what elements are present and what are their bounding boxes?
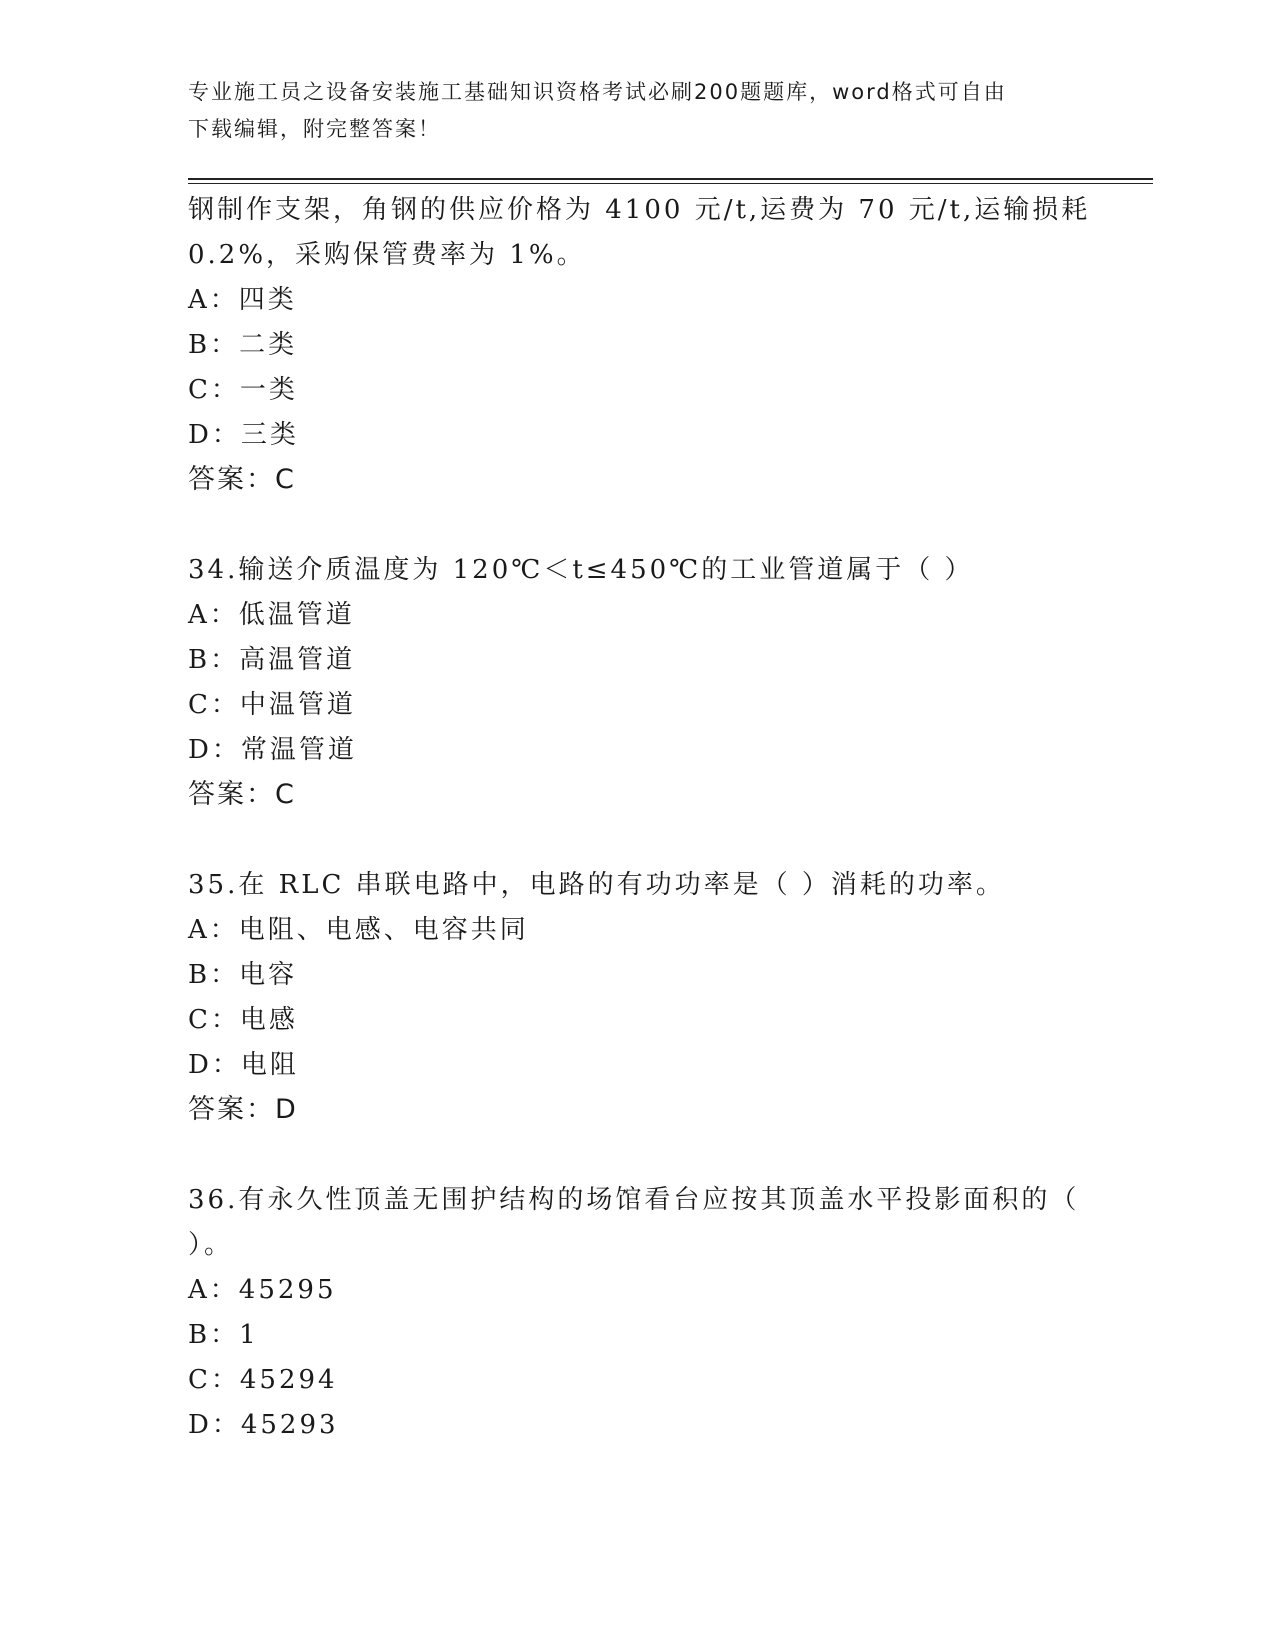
header-divider-thin xyxy=(188,183,1153,184)
question-35-answer: 答案：D xyxy=(188,1094,298,1125)
question-36-option-c: C：45294 xyxy=(188,1365,338,1395)
question-33-text-line-1: 钢制作支架，角钢的供应价格为 4100 元/t,运费为 70 元/t,运输损耗 xyxy=(188,195,1091,225)
header-divider-thick xyxy=(188,178,1153,180)
question-34-option-b: B：高温管道 xyxy=(188,645,356,675)
question-36-option-d: D：45293 xyxy=(188,1410,339,1440)
document-header xyxy=(188,74,1088,148)
question-33-text-line-2: 0.2%，采购保管费率为 1%。 xyxy=(188,240,586,270)
question-34-answer: 答案：C xyxy=(188,779,296,810)
question-34-option-c: C：中温管道 xyxy=(188,690,356,720)
header-line-2: 下载编辑，附完整答案！ xyxy=(188,117,441,141)
question-36-option-a: A：45295 xyxy=(188,1275,337,1305)
question-33-option-a: A：四类 xyxy=(188,285,297,315)
question-36-text-line-1: 36.有永久性顶盖无围护结构的场馆看台应按其顶盖水平投影面积的（ xyxy=(188,1185,1080,1215)
header-line-1: 专业施工员之设备安装施工基础知识资格考试必刷200题题库，word格式可自由 xyxy=(188,80,1007,104)
question-35-option-d: D：电阻 xyxy=(188,1050,299,1080)
question-33-option-d: D：三类 xyxy=(188,420,299,450)
question-35-option-c: C：电感 xyxy=(188,1005,298,1035)
question-36-text-line-2: ）。 xyxy=(188,1230,234,1260)
question-35-option-a: A：电阻、电感、电容共同 xyxy=(188,915,529,945)
question-34-option-d: D：常温管道 xyxy=(188,735,357,765)
question-34-text: 34.输送介质温度为 120℃＜t≤450℃的工业管道属于（ ） xyxy=(188,555,974,585)
question-35-text: 35.在 RLC 串联电路中，电路的有功功率是（ ）消耗的功率。 xyxy=(188,870,1005,900)
question-33-option-b: B：二类 xyxy=(188,330,298,360)
question-33-option-c: C：一类 xyxy=(188,375,298,405)
question-35-option-b: B：电容 xyxy=(188,960,298,990)
question-36-option-b: B：1 xyxy=(188,1320,259,1350)
question-33-answer: 答案：C xyxy=(188,464,296,495)
question-34-option-a: A：低温管道 xyxy=(188,600,355,630)
